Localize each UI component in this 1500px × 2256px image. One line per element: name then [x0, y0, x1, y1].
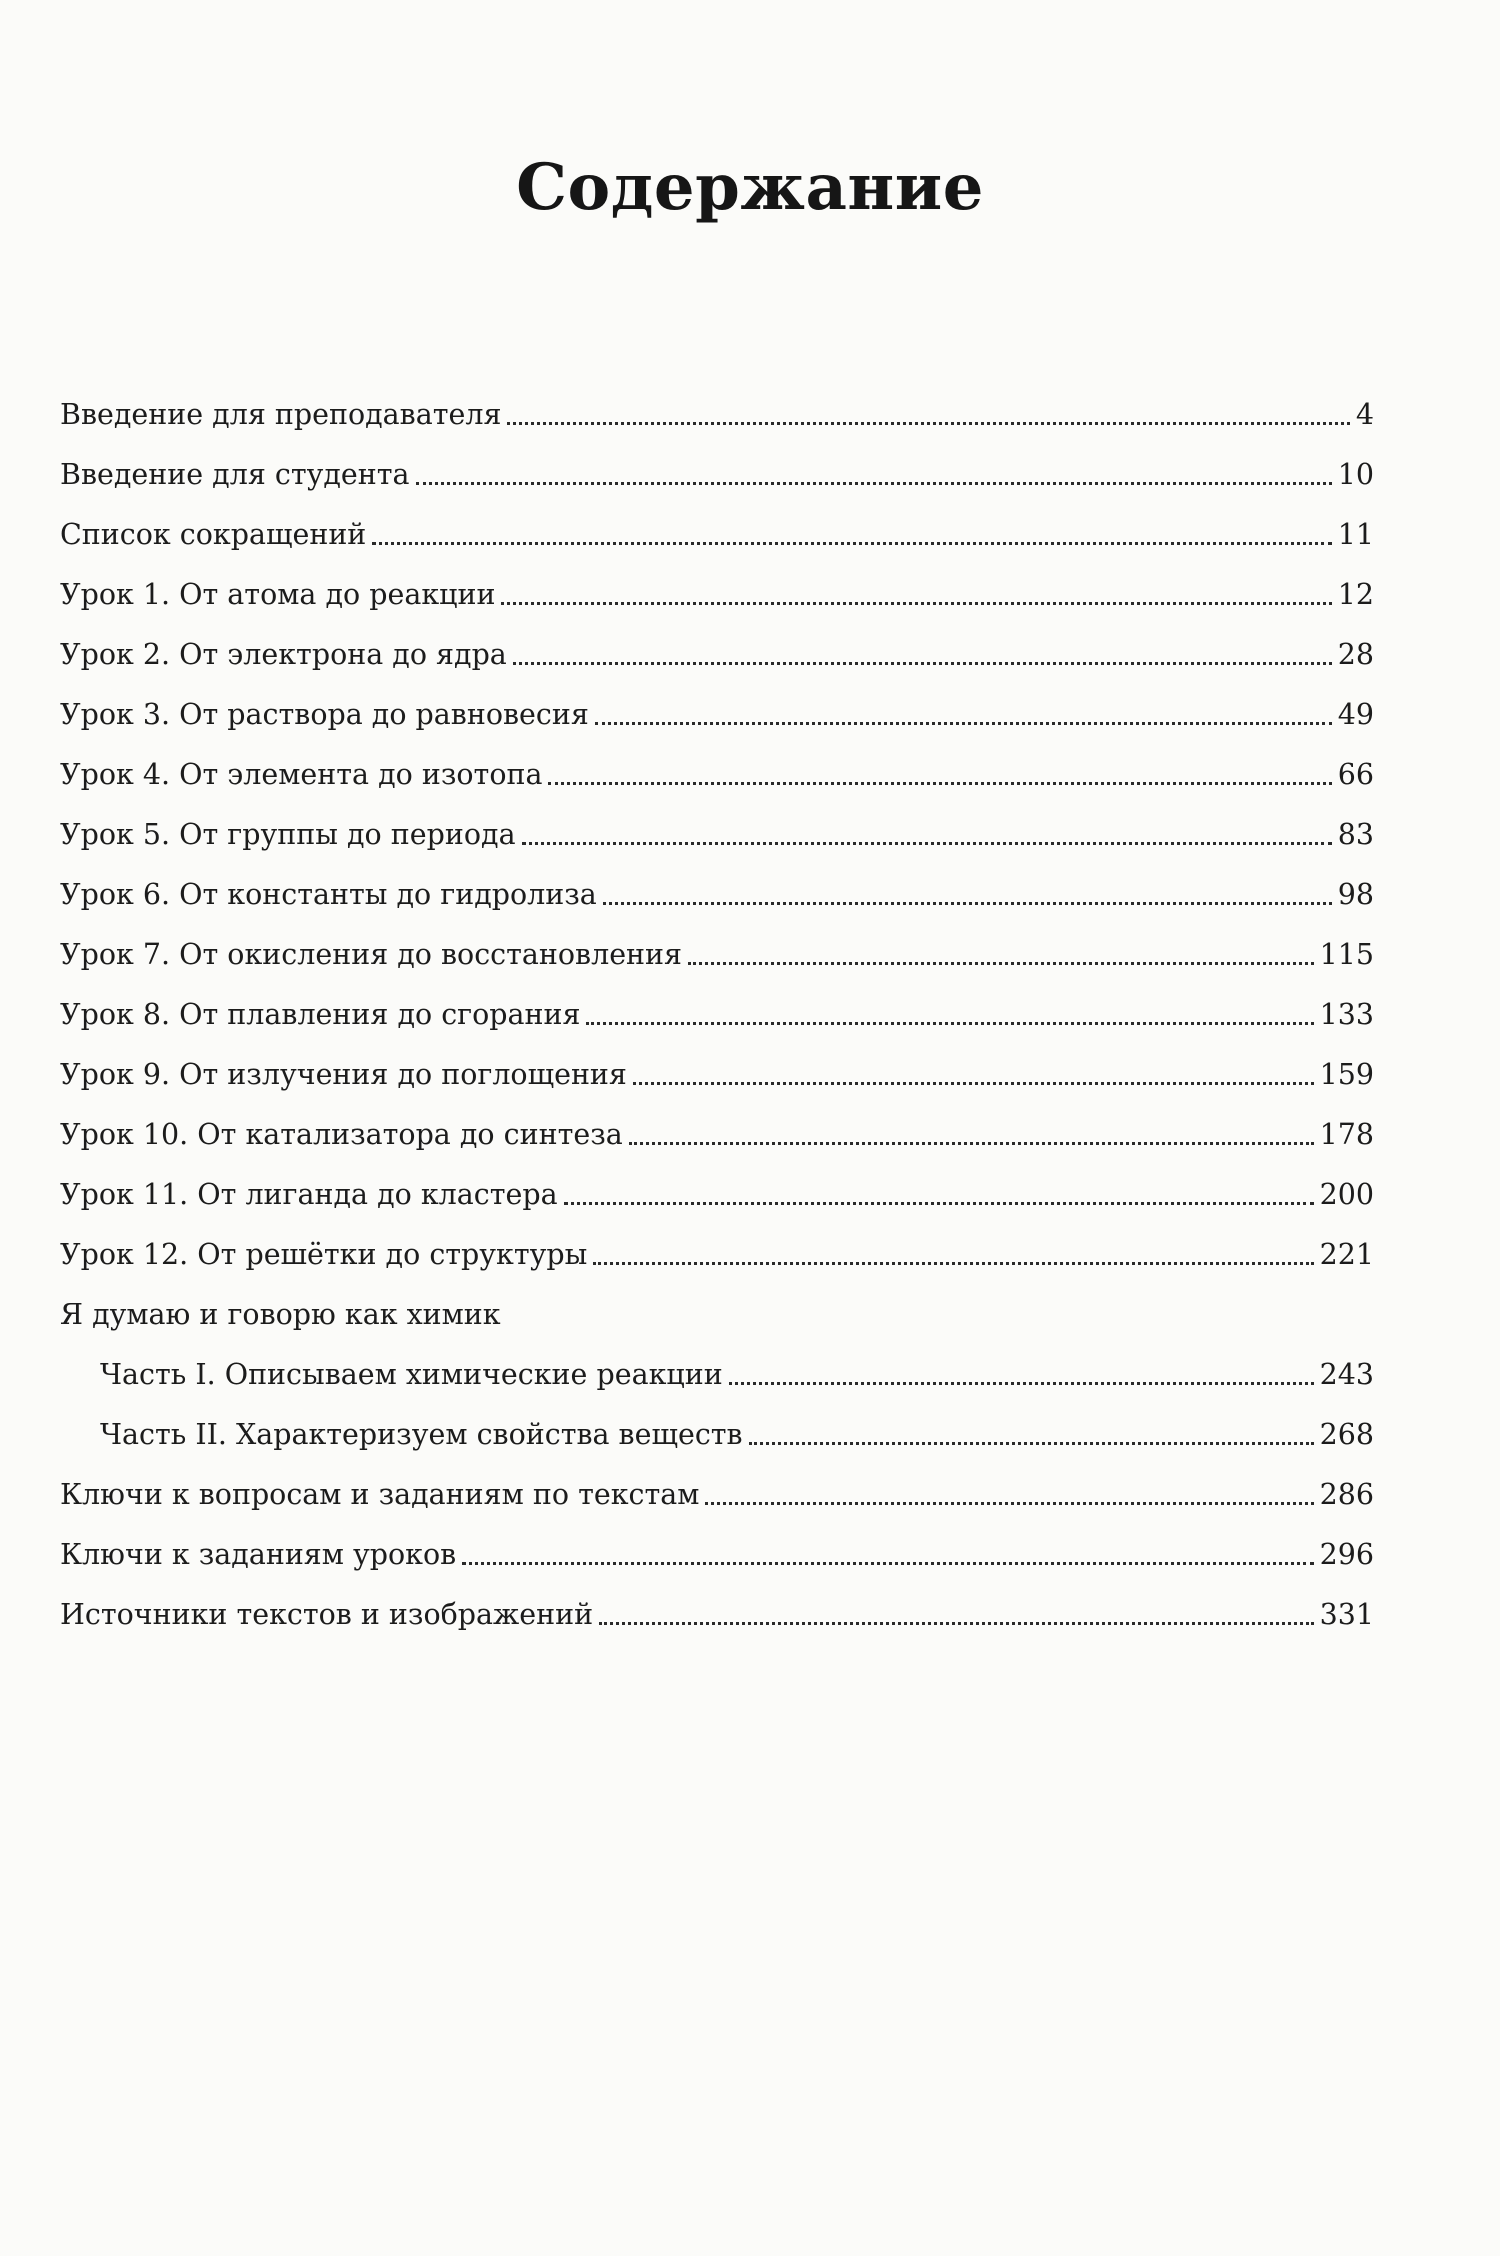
dot-leader: [599, 1622, 1313, 1625]
toc-entry-page: 4: [1355, 397, 1374, 431]
dot-leader: [548, 782, 1331, 785]
toc-entry: [60, 1212, 1374, 1272]
toc-entry-page: 200: [1319, 1177, 1374, 1211]
toc-entry-page: 49: [1337, 697, 1374, 731]
dot-leader: [688, 962, 1314, 965]
toc-entry: [60, 732, 1374, 792]
toc-entry-label: Урок 1. От атома до реакции: [60, 577, 496, 611]
toc-entry-page: 66: [1337, 757, 1374, 791]
toc-entry-label: Урок 2. От электрона до ядра: [60, 637, 507, 671]
toc-entry: [60, 432, 1374, 492]
toc-entry-label: Урок 11. От лиганда до кластера: [60, 1177, 558, 1211]
dot-leader: [729, 1382, 1314, 1385]
toc-entry-label: Источники текстов и изображений: [60, 1597, 594, 1631]
toc-entry-label: Ключи к вопросам и заданиям по текстам: [60, 1477, 700, 1511]
toc-entry: [60, 1032, 1374, 1092]
dot-leader: [586, 1022, 1313, 1025]
dot-leader: [595, 722, 1332, 725]
dot-leader: [564, 1202, 1314, 1205]
toc-entry-page: 10: [1337, 457, 1374, 491]
toc-entry: [60, 372, 1374, 432]
toc-section-heading: [60, 1272, 1374, 1332]
toc-entry-label: Урок 6. От константы до гидролиза: [60, 877, 597, 911]
toc-entry-page: 178: [1319, 1117, 1374, 1151]
toc-entry-label: Ключи к заданиям уроков: [60, 1537, 457, 1571]
toc-entry-label: Урок 8. От плавления до сгорания: [60, 997, 581, 1031]
dot-leader: [513, 662, 1332, 665]
dot-leader: [501, 602, 1331, 605]
toc-entry: [60, 912, 1374, 972]
toc-entry-label: Введение для студента: [60, 457, 410, 491]
dot-leader: [603, 902, 1332, 905]
dot-leader: [705, 1502, 1313, 1505]
toc-entry-label: Урок 12. От решётки до структуры: [60, 1237, 588, 1271]
toc-entry-page: 28: [1337, 637, 1374, 671]
toc-entry: [60, 672, 1374, 732]
toc-entry-page: 159: [1319, 1057, 1374, 1091]
toc-entry: [60, 1572, 1374, 1632]
toc-entry-label: Урок 3. От раствора до равновесия: [60, 697, 589, 731]
dot-leader: [593, 1262, 1313, 1265]
dot-leader: [522, 842, 1332, 845]
toc-entry-label: Список сокращений: [60, 517, 367, 551]
toc-entry-label: Урок 10. От катализатора до синтеза: [60, 1117, 623, 1151]
dot-leader: [629, 1142, 1314, 1145]
toc-subentry: [60, 1392, 1374, 1452]
toc-entry-label: Часть II. Характеризуем свойства веществ: [100, 1417, 743, 1451]
toc-entry-label: Урок 7. От окисления до восстановления: [60, 937, 683, 971]
dot-leader: [633, 1082, 1314, 1085]
toc-entry-label: Урок 9. От излучения до поглощения: [60, 1057, 627, 1091]
page-title: Содержание: [516, 150, 984, 225]
toc-entry-page: 243: [1319, 1357, 1374, 1391]
toc-entry: [60, 552, 1374, 612]
toc-entry-page: 12: [1337, 577, 1374, 611]
toc-entry: [60, 612, 1374, 672]
dot-leader: [462, 1562, 1313, 1565]
toc-entry-page: 98: [1337, 877, 1374, 911]
dot-leader: [372, 542, 1331, 545]
dot-leader: [749, 1442, 1314, 1445]
toc-entry-page: 286: [1319, 1477, 1374, 1511]
toc-entry-page: 11: [1337, 517, 1374, 551]
toc-entry-page: 133: [1319, 997, 1374, 1031]
dot-leader: [507, 422, 1349, 425]
toc-entry: [60, 1452, 1374, 1512]
table-of-contents: [60, 372, 1374, 1632]
toc-entry: [60, 972, 1374, 1032]
toc-entry: [60, 1512, 1374, 1572]
toc-entry-page: 115: [1319, 937, 1374, 971]
toc-subentry: [60, 1332, 1374, 1392]
toc-entry-label: Урок 5. От группы до периода: [60, 817, 516, 851]
toc-entry: [60, 852, 1374, 912]
toc-entry-page: 268: [1319, 1417, 1374, 1451]
toc-entry-label: Я думаю и говорю как химик: [60, 1297, 501, 1331]
toc-entry-page: 296: [1319, 1537, 1374, 1571]
toc-entry: [60, 1092, 1374, 1152]
toc-entry: [60, 492, 1374, 552]
toc-entry-page: 331: [1319, 1597, 1374, 1631]
toc-entry: [60, 792, 1374, 852]
toc-entry-label: Урок 4. От элемента до изотопа: [60, 757, 543, 791]
toc-entry-page: 83: [1337, 817, 1374, 851]
toc-entry-label: Часть I. Описываем химические реакции: [100, 1357, 723, 1391]
toc-entry-page: 221: [1319, 1237, 1374, 1271]
toc-entry-label: Введение для преподавателя: [60, 397, 502, 431]
dot-leader: [416, 482, 1332, 485]
toc-entry: [60, 1152, 1374, 1212]
